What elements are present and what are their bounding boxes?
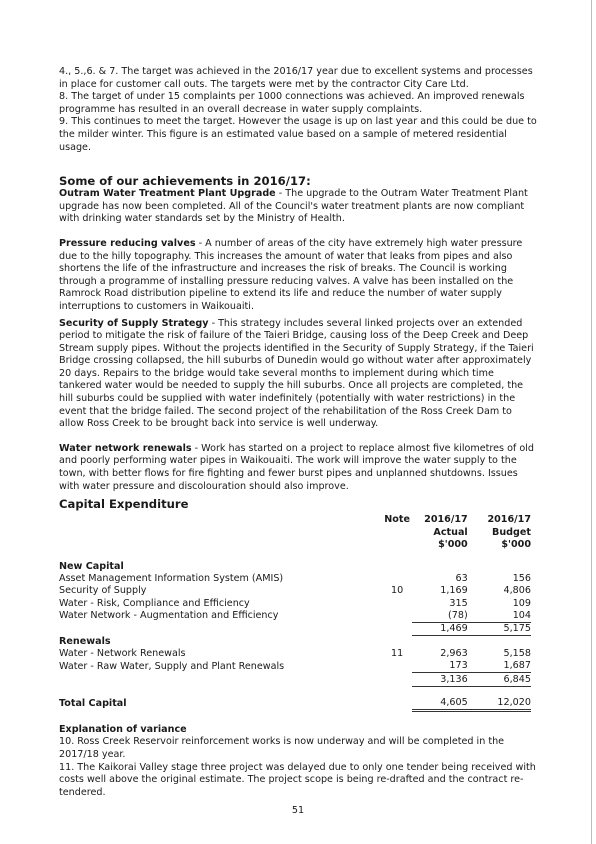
achievement-text: - Work has started on a project to replace almost five kilometres of old and poorly performing water pipes in Waikouaiti. The work will improve the water supply to the town, with better flows for fire fighting and fewer burst pipes and unplanned shutdowns. Issues with water pressure and discolouration should also improve. — [59, 442, 534, 492]
capex-title: Capital Expenditure — [59, 497, 189, 512]
achievement-text: - This strategy includes several linked projects over an extended period to mitigate the risk of failure of the Taieri Bridge, causing loss of the Deep Creek and Deep Stream supply pipes. Without the projects identified in the Security of Supply Strategy, if the Taieri Bridge crossing collapsed, the hill suburbs of Dunedin would go without water after approximately 20 days. Repairs to the bridge would take several months to implement during which time tankered water would be needed to supply the hill suburbs. Once all projects are completed, the hill suburbs could be supplied with water indefinitely (potentially with water restrictions) in the event that the bridge failed. The second project of the rehabilitation of the Ross Creek Dam to allow Ross Creek to be brought back into service is well underway. — [59, 317, 534, 430]
total-budget: 12,020 — [472, 697, 531, 711]
total-label: Total Capital — [59, 698, 127, 710]
renewals-heading-row — [59, 635, 531, 648]
total-row — [59, 697, 531, 711]
achievement-title: Security of Supply Strategy — [59, 317, 209, 329]
actual-header-unit: $'000 — [438, 538, 468, 550]
section-heading: New Capital — [59, 560, 124, 572]
table-row: Security of Supply 10 1,169 4,806 — [59, 585, 531, 597]
capex-header-row — [59, 514, 531, 526]
table-row: Asset Management Information System (AMIS) 63 156 — [59, 573, 531, 585]
document-body — [59, 66, 539, 799]
intro-note-9: 9. This continues to meet the target. However the usage is up on last year and this could be due to the milder winter. This figure is an estimated value based on a sample of metered residential usage. — [59, 116, 537, 153]
subtotal-row: 3,136 6,845 — [59, 673, 531, 686]
table-row: Water Network - Augmentation and Efficiency (78) 104 — [59, 609, 531, 622]
achievement-network-renewals — [59, 443, 539, 493]
budget-header-year: 2016/17 — [487, 514, 531, 526]
table-row: Water - Risk, Compliance and Efficiency 315 109 — [59, 597, 531, 609]
intro-note-4-7: 4., 5.,6. & 7. The target was achieved in the 2016/17 year due to excellent systems and processes in place for customer call outs. The targets were met by the contractor City Care Ltd. — [59, 66, 533, 90]
capex-table — [59, 514, 531, 712]
achievement-security-supply — [59, 318, 539, 431]
actual-header-year: 2016/17 — [424, 514, 468, 526]
achievements-heading: Some of our achievements in 2016/17: — [59, 174, 311, 189]
variance-heading: Explanation of variance — [59, 723, 187, 735]
intro-note-8: 8. The target of under 15 complaints per 1000 connections was achieved. An improved renewals programme has resulted in an overall decrease in water supply complaints. — [59, 91, 525, 115]
page-number: 51 — [291, 805, 305, 816]
table-row: Water - Network Renewals 11 2,963 5,158 — [59, 648, 531, 660]
achievement-pressure-valves — [59, 238, 539, 314]
variance-note-10: 10. Ross Creek Reservoir reinforcement works is now underway and will be completed in the 2017/18 year. — [59, 736, 505, 761]
achievement-title: Outram Water Treatment Plant Upgrade — [59, 188, 276, 200]
section-heading: Renewals — [59, 636, 111, 648]
subtotal-row: 1,469 5,175 — [59, 622, 531, 635]
budget-header-label: Budget — [492, 526, 531, 538]
achievement-text: - The upgrade to the Outram Water Treatment Plant upgrade has now been completed. All of the Council's water treatment plants are now compliant with drinking water standards set by the Ministry of Health. — [59, 188, 528, 225]
new-capital-heading-row — [59, 561, 531, 573]
budget-header-unit: $'000 — [501, 538, 531, 550]
achievement-text: - A number of areas of the city have extremely high water pressure due to the hilly topography. This increases the amount of water that leaks from pipes and also shortens the life of the infrastructure and increases the risk of breaks. The Council is working through a programme of installing pressure reducing valves. A valve has been installed on the Ramrock Road distribution pipeline to extend its life and reduce the number of water supply interruptions to customers in Waikouaiti. — [59, 237, 523, 312]
note-header: Note — [384, 514, 410, 526]
total-actual: 4,605 — [412, 697, 471, 711]
achievement-title: Pressure reducing valves — [59, 237, 196, 249]
actual-header-label: Actual — [433, 526, 468, 538]
achievement-title: Water network renewals — [59, 442, 192, 454]
achievement-outram — [59, 188, 539, 226]
variance-note-11: 11. The Kaikorai Valley stage three project was delayed due to only one tender being received with costs well above the original estimate. The project scope is being re-drafted and the contract re-tendered. — [59, 761, 536, 798]
table-row: Water - Raw Water, Supply and Plant Renewals 173 1,687 — [59, 660, 531, 672]
